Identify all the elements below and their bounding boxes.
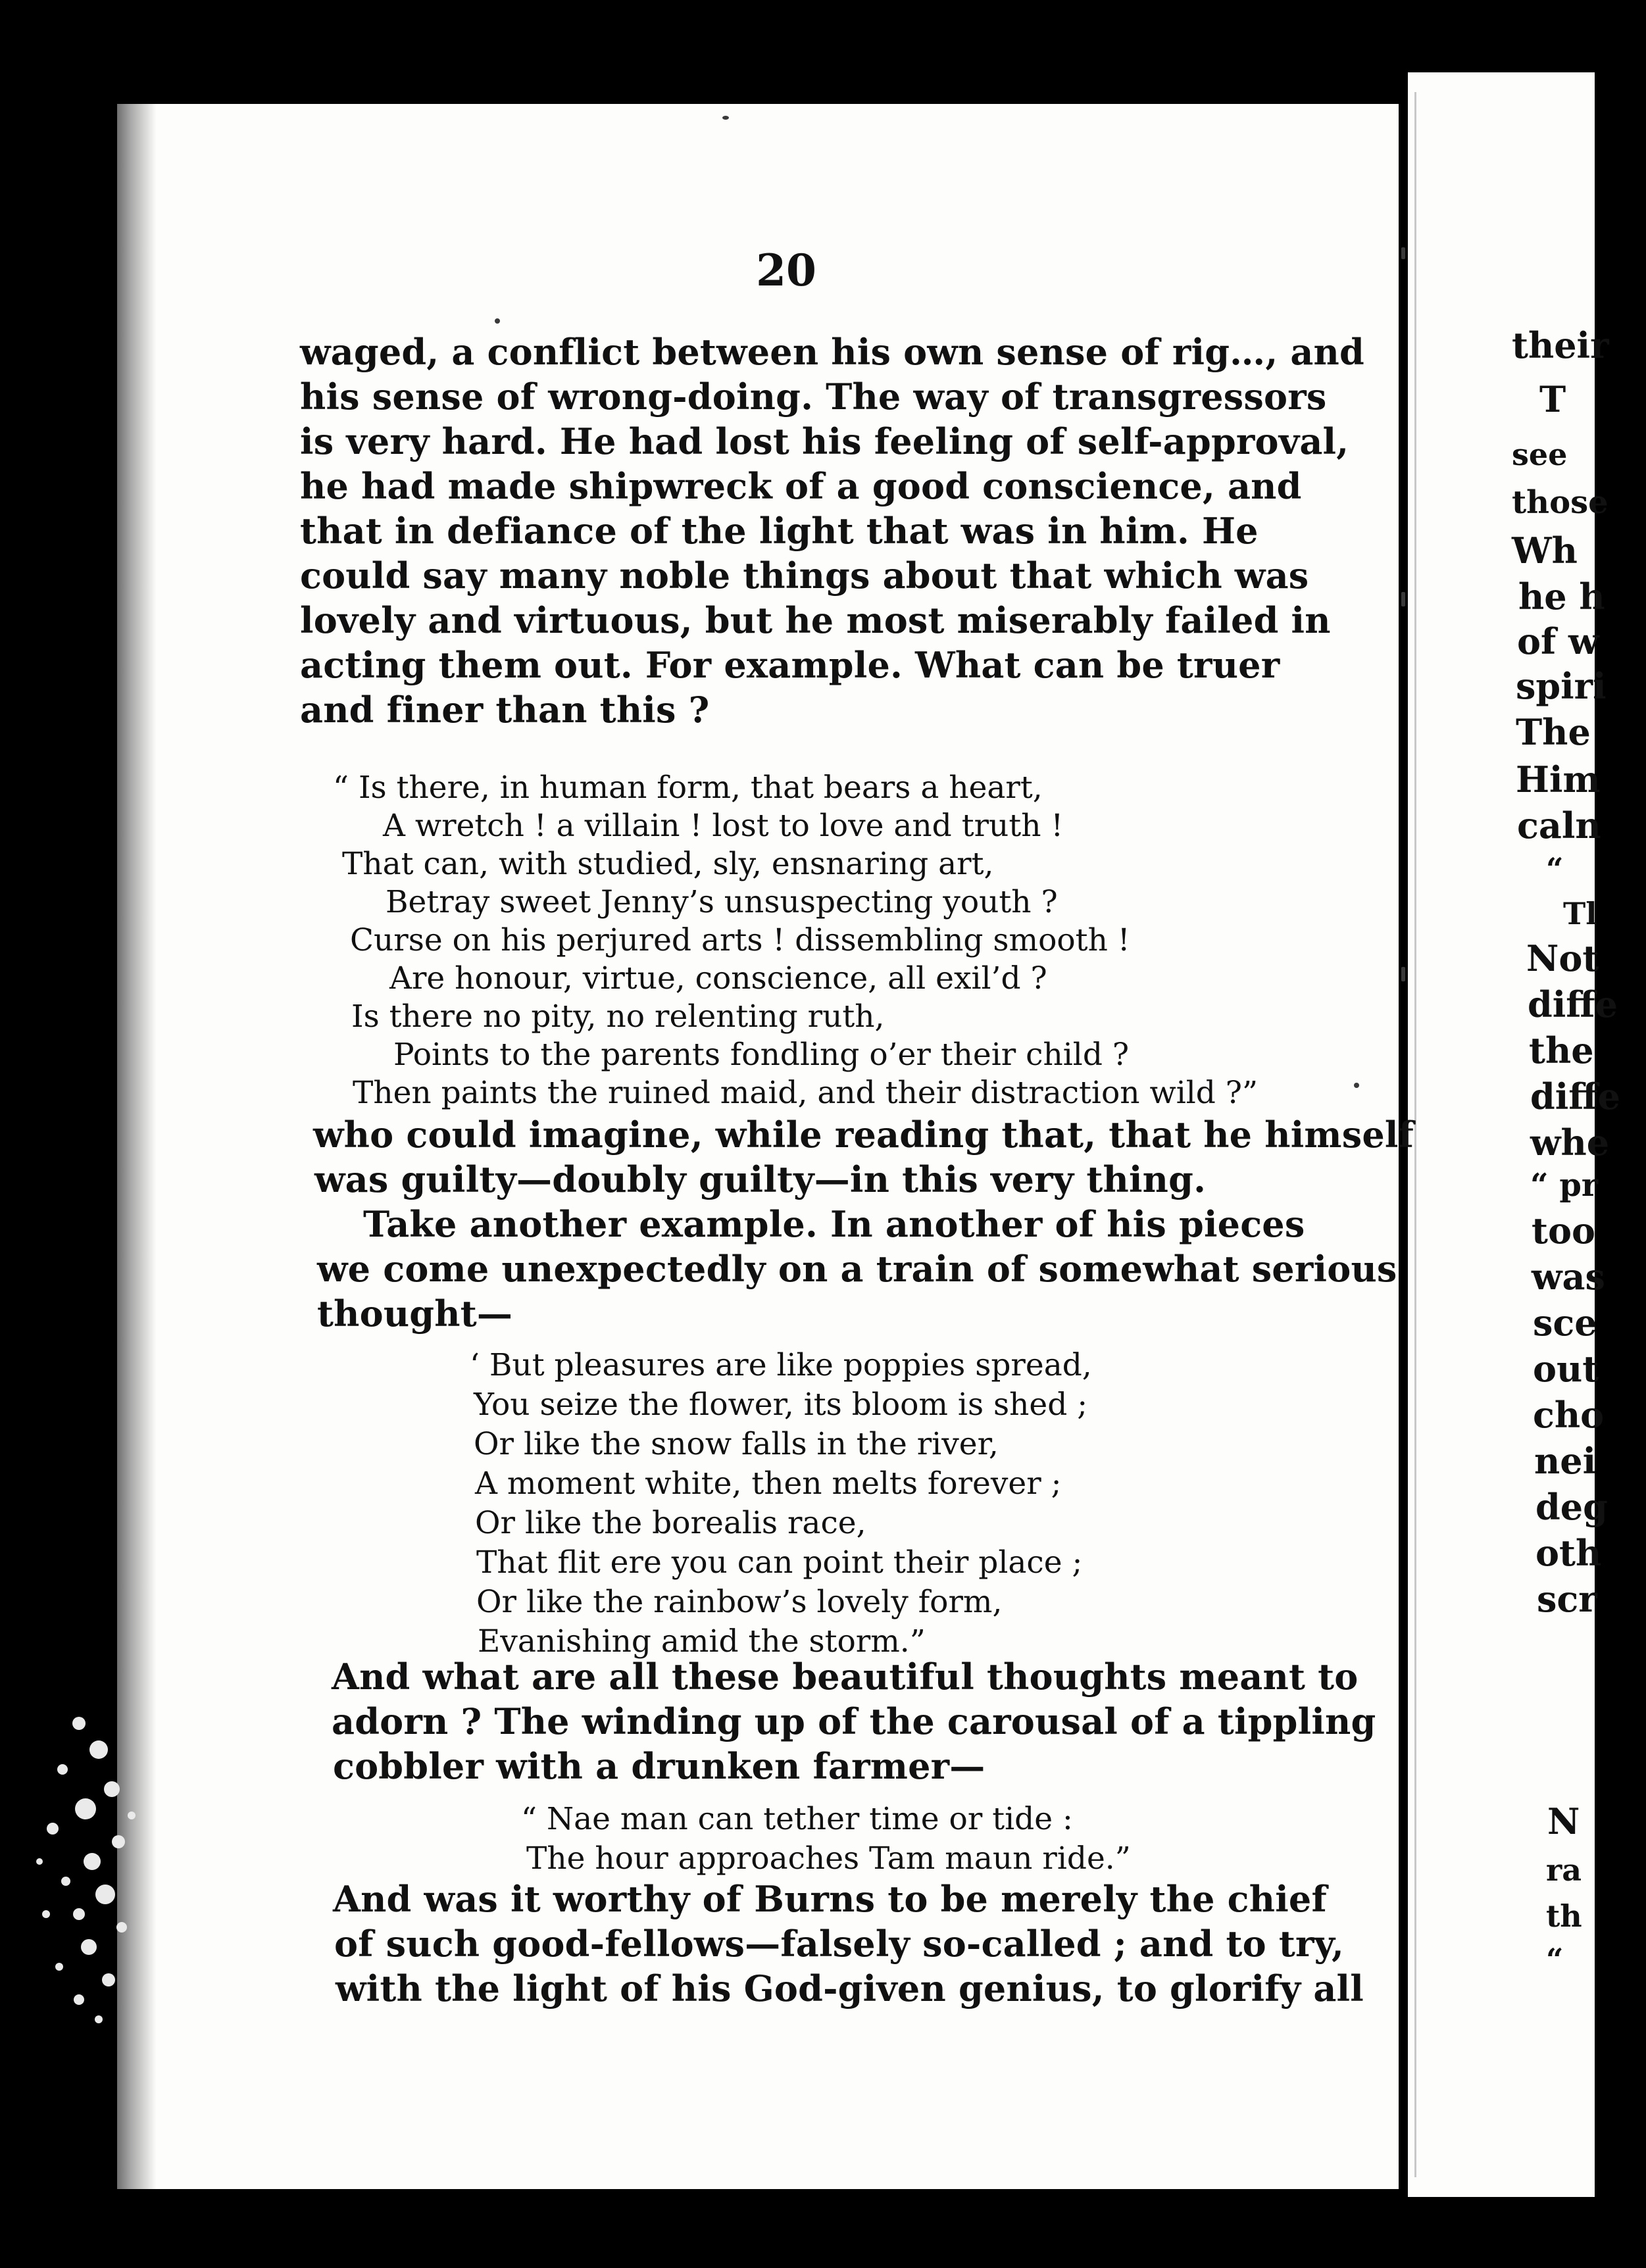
verse-line: ‘ But pleasures are like poppies spread, bbox=[470, 1347, 1092, 1383]
text-line: adorn ? The winding up of the carousal of a tippling bbox=[332, 1700, 1376, 1742]
verse-line: Betray sweet Jenny’s unsuspecting youth ? bbox=[386, 884, 1058, 920]
right-fragment: sce bbox=[1533, 1302, 1597, 1344]
right-fragment: “ bbox=[1546, 851, 1564, 887]
ink-speck bbox=[1354, 1083, 1359, 1088]
verse-line: Or like the snow falls in the river, bbox=[474, 1426, 999, 1462]
fold-line bbox=[1414, 92, 1416, 2177]
text-line: who could imagine, while reading that, that he himself bbox=[313, 1114, 1414, 1156]
verse-line: Is there no pity, no relenting ruth, bbox=[351, 998, 885, 1035]
text-line: And what are all these beautiful thoughts meant to bbox=[332, 1656, 1359, 1698]
ink-speck bbox=[1401, 247, 1405, 259]
verse-line: Curse on his perjured arts ! dissembling smooth ! bbox=[350, 922, 1130, 958]
text-line: is very hard. He had lost his feeling of self-approval, bbox=[300, 420, 1349, 462]
right-fragment: Him bbox=[1516, 758, 1601, 801]
ink-speck bbox=[495, 318, 500, 324]
right-fragment: those bbox=[1512, 484, 1609, 521]
right-fragment: their bbox=[1512, 324, 1609, 366]
verse-line: “ Is there, in human form, that bears a heart, bbox=[333, 770, 1043, 806]
right-fragment: T bbox=[1539, 378, 1566, 420]
right-fragment: whe bbox=[1530, 1122, 1610, 1164]
verse-line: Points to the parents fondling o’er their child ? bbox=[393, 1037, 1130, 1073]
text-line: lovely and virtuous, but he most miserably failed in bbox=[300, 599, 1331, 641]
right-fragment: see bbox=[1512, 437, 1568, 472]
right-fragment: caln bbox=[1517, 804, 1601, 847]
right-fragment: Wh bbox=[1512, 530, 1578, 572]
verse-line: A wretch ! a villain ! lost to love and truth ! bbox=[383, 808, 1064, 844]
right-fragment: th bbox=[1546, 1898, 1582, 1934]
right-fragment: ra bbox=[1546, 1852, 1582, 1888]
right-fragment: was bbox=[1532, 1256, 1605, 1298]
text-line: he had made shipwreck of a good conscience, and bbox=[300, 465, 1302, 507]
text-line: could say many noble things about that which was bbox=[300, 555, 1309, 597]
right-fragment: the bbox=[1529, 1029, 1594, 1072]
verse-line: Or like the borealis race, bbox=[475, 1505, 866, 1541]
verse-line: Evanishing amid the storm.” bbox=[478, 1623, 926, 1660]
right-fragment: nei bbox=[1534, 1440, 1597, 1482]
verse-line: Are honour, virtue, conscience, all exil’d ? bbox=[389, 960, 1047, 997]
right-fragment: of w bbox=[1517, 620, 1599, 662]
right-fragment: out bbox=[1533, 1348, 1599, 1390]
right-fragment: diffe bbox=[1528, 983, 1618, 1025]
right-fragment: cho bbox=[1533, 1394, 1605, 1436]
text-line: his sense of wrong-doing. The way of transgressors bbox=[300, 376, 1327, 418]
text-line: Take another example. In another of his pieces bbox=[363, 1203, 1305, 1245]
right-fragment: diffe bbox=[1530, 1075, 1620, 1118]
verse-line: You seize the flower, its bloom is shed ; bbox=[474, 1387, 1088, 1423]
text-line: of such good-fellows—falsely so-called ; and to try, bbox=[334, 1923, 1345, 1965]
text-line: acting them out. For example. What can be truer bbox=[300, 644, 1280, 686]
verse-line: “ Nae man can tether time or tide : bbox=[521, 1801, 1073, 1837]
verse-line: The hour approaches Tam maun ride.” bbox=[526, 1840, 1131, 1877]
right-fragment: deg bbox=[1535, 1486, 1608, 1528]
right-fragment: Tl bbox=[1563, 896, 1597, 931]
ink-speck bbox=[1401, 592, 1405, 606]
ink-speck bbox=[1401, 967, 1405, 981]
right-fragment: “ bbox=[1546, 1942, 1564, 1977]
page-number: 20 bbox=[756, 245, 816, 296]
right-fragment: scr bbox=[1537, 1578, 1597, 1620]
text-line: thought— bbox=[317, 1293, 513, 1335]
right-fragment: “ pr bbox=[1530, 1167, 1599, 1204]
right-fragment: too bbox=[1532, 1210, 1595, 1252]
right-fragment: he h bbox=[1518, 576, 1605, 618]
text-line: with the light of his God-given genius, to glorify all bbox=[336, 1967, 1364, 2009]
verse-line: That flit ere you can point their place ; bbox=[476, 1544, 1083, 1581]
text-line: cobbler with a drunken farmer— bbox=[333, 1745, 985, 1787]
ink-speck bbox=[722, 116, 729, 120]
verse-line: That can, with studied, sly, ensnaring art, bbox=[342, 846, 994, 882]
verse-line: Then paints the ruined maid, and their distraction wild ?” bbox=[353, 1075, 1259, 1111]
right-fragment: oth bbox=[1535, 1532, 1602, 1574]
verse-line: A moment white, then melts forever ; bbox=[475, 1466, 1062, 1502]
scan-debris-image bbox=[0, 1697, 151, 2065]
text-line: waged, a conflict between his own sense of rig…, and bbox=[300, 331, 1364, 373]
right-fragment: spiri bbox=[1516, 665, 1607, 707]
text-line: and finer than this ? bbox=[300, 689, 710, 731]
right-fragment: Not bbox=[1526, 937, 1599, 979]
text-line: was guilty—doubly guilty—in this very thing. bbox=[314, 1158, 1207, 1200]
text-line: that in defiance of the light that was in him. He bbox=[300, 510, 1259, 552]
verse-line: Or like the rainbow’s lovely form, bbox=[476, 1584, 1003, 1620]
right-fragment: N bbox=[1547, 1800, 1580, 1842]
text-line: And was it worthy of Burns to be merely the chief bbox=[333, 1878, 1327, 1920]
right-fragment: The bbox=[1516, 711, 1591, 753]
text-line: we come unexpectedly on a train of somewhat serious bbox=[317, 1248, 1397, 1290]
